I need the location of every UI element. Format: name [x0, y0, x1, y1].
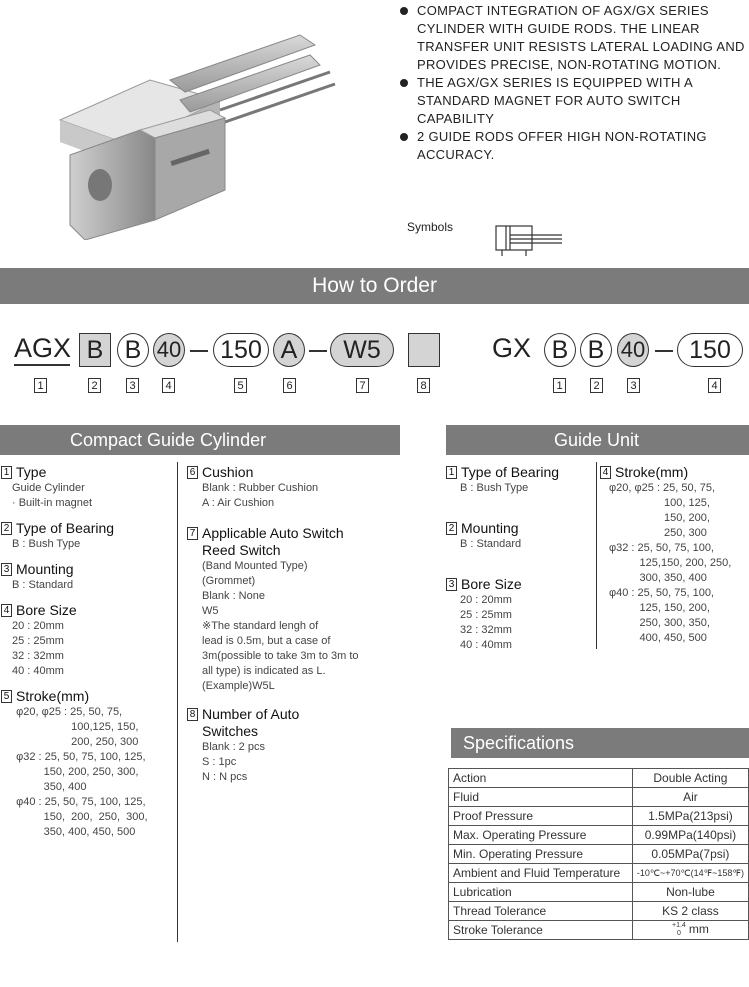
option-number: 3 [1, 563, 12, 576]
agx-num: 5 [234, 378, 247, 393]
option-line: B : Standard [460, 538, 522, 550]
feature-bullet: THE AGX/GX SERIES IS EQUIPPED WITH A STANDARD MAGNET FOR AUTO SWITCH CAPABILITY [398, 74, 748, 128]
specifications-table [448, 768, 749, 940]
feature-bullet: COMPACT INTEGRATION OF AGX/GX SERIES CYLINDER WITH GUIDE RODS. THE LINEAR TRANSFER UNIT RESISTS LATERAL LOADING AND PROVIDES PRECISE, NON-ROTATING MOTION. [398, 2, 748, 74]
option-stroke [1, 688, 171, 840]
option-line: · Built-in magnet [12, 497, 93, 509]
option-title: Stroke(mm) [615, 464, 689, 480]
option-line: Guide Cylinder [12, 482, 85, 494]
option-line: 250, 300 [609, 527, 707, 539]
column-divider [177, 462, 178, 942]
option-bearing [1, 520, 171, 552]
spec-label: Max. Operating Pressure [449, 826, 633, 845]
option-line: φ20, φ25 : 25, 50, 75, [609, 482, 716, 494]
agx-num: 7 [356, 378, 369, 393]
option-line: 150, 200, [609, 512, 710, 524]
option-title: Bore Size [461, 576, 522, 592]
option-line: φ40 : 25, 50, 75, 100, [609, 587, 714, 599]
option-number: 1 [446, 466, 457, 479]
spec-value: 1.5MPa(213psi) [632, 807, 748, 826]
symbols-label: Symbols [407, 220, 454, 234]
spec-label: Thread Tolerance [449, 902, 633, 921]
option-number: 6 [187, 466, 198, 479]
bullet-dot-icon [400, 7, 408, 15]
option-line: 350, 400, 450, 500 [10, 826, 136, 838]
option-line: 40 : 40mm [12, 665, 64, 677]
spec-row [449, 826, 749, 845]
option-line: φ32 : 25, 50, 75, 100, 125, [10, 751, 146, 763]
option-bore [1, 602, 171, 679]
guide-unit-header: Guide Unit [446, 425, 749, 455]
option-line: 32 : 32mm [12, 650, 64, 662]
option-line: 100,125, 150, [10, 721, 139, 733]
gx-num: 3 [627, 378, 640, 393]
option-number: 7 [187, 527, 198, 540]
agx-part-mounting: 40 [153, 333, 185, 367]
option-number: 4 [600, 466, 611, 479]
spec-value: Air [632, 788, 748, 807]
option-cushion [187, 464, 362, 511]
specifications-header: Specifications [451, 728, 749, 758]
agx-prefix: AGX [14, 333, 72, 363]
option-number: 4 [1, 604, 12, 617]
bullet-dot-icon [400, 133, 408, 141]
option-line: W5 [202, 605, 219, 617]
agx-part-cushion: A [273, 333, 305, 367]
option-title: Type [16, 464, 47, 480]
option-title: Stroke(mm) [16, 688, 90, 704]
option-line: 150, 200, 250, 300, [10, 766, 139, 778]
spec-value: KS 2 class [632, 902, 748, 921]
option-number: 2 [446, 522, 457, 535]
agx-part-type: B [79, 333, 111, 367]
option-line: φ20, φ25 : 25, 50, 75, [10, 706, 123, 718]
gx-num: 1 [553, 378, 566, 393]
guide-options-col1 [446, 464, 594, 653]
option-title: Applicable Auto Switch [202, 525, 344, 541]
option-number: 3 [446, 578, 457, 591]
option-title: Number of Auto [202, 706, 300, 722]
how-to-order-banner: How to Order [0, 268, 749, 304]
spec-value: 0.05MPa(7psi) [632, 845, 748, 864]
option-line: 150, 200, 250, 300, [10, 811, 148, 823]
option-line: 25 : 25mm [12, 635, 64, 647]
spec-value: -10℃~+70℃(14℉~158℉) [632, 864, 748, 883]
spec-label: Lubrication [449, 883, 633, 902]
spec-row [449, 902, 749, 921]
dash [655, 350, 673, 352]
compact-options-col1 [1, 464, 171, 840]
spec-value-stroke-tolerance [632, 921, 748, 940]
option-line: 40 : 40mm [460, 639, 512, 651]
agx-num: 6 [283, 378, 296, 393]
option-line: 125,150, 200, 250, [609, 557, 732, 569]
agx-num: 4 [162, 378, 175, 393]
guide-option-bearing [446, 464, 594, 496]
spec-row [449, 807, 749, 826]
option-line: ※The standard lengh of [202, 620, 319, 632]
spec-value: Double Acting [632, 769, 748, 788]
guide-option-bore [446, 576, 594, 653]
option-line: A : Air Cushion [202, 497, 275, 509]
agx-num: 2 [88, 378, 101, 393]
gx-part-mounting: B [580, 333, 612, 367]
option-mounting [1, 561, 171, 593]
spec-value: Non-lube [632, 883, 748, 902]
tolerance-plus: +1.4 [672, 922, 686, 929]
guide-options-col2 [600, 464, 749, 646]
option-switch-count [187, 706, 362, 785]
feature-bullets [398, 2, 748, 164]
option-line: 300, 350, 400 [609, 572, 707, 584]
option-line: Blank : 2 pcs [202, 741, 265, 753]
tolerance-unit: mm [688, 922, 709, 937]
option-number: 1 [1, 466, 12, 479]
option-line: 400, 450, 500 [609, 632, 707, 644]
gx-num: 2 [590, 378, 603, 393]
bullet-dot-icon [400, 79, 408, 87]
gx-part-stroke: 150 [677, 333, 743, 367]
option-title: Cushion [202, 464, 254, 480]
option-title: Mounting [461, 520, 519, 536]
option-subtitle: Switches [202, 723, 259, 739]
spec-row [449, 921, 749, 940]
option-line: 125, 150, 200, [609, 602, 710, 614]
option-line: 32 : 32mm [460, 624, 512, 636]
option-line: 20 : 20mm [460, 594, 512, 606]
guide-option-stroke [600, 464, 749, 646]
feature-bullet: 2 GUIDE RODS OFFER HIGH NON-ROTATING ACCURACY. [398, 128, 748, 164]
option-line: all type) is indicated as L. [202, 665, 326, 677]
gx-part-bore: 40 [617, 333, 649, 367]
option-title: Type of Bearing [461, 464, 560, 480]
option-line: 200, 250, 300 [10, 736, 139, 748]
option-line: B : Standard [12, 579, 74, 591]
option-line: B : Bush Type [460, 482, 529, 494]
agx-underline [14, 364, 70, 366]
product-photo [30, 20, 350, 240]
spec-row [449, 883, 749, 902]
dash [190, 350, 208, 352]
gx-prefix: GX [492, 333, 532, 363]
gx-part-bearing: B [544, 333, 576, 367]
agx-num: 1 [34, 378, 47, 393]
option-number: 8 [187, 708, 198, 721]
agx-part-switch-count [408, 333, 440, 367]
gx-num: 4 [708, 378, 721, 393]
agx-num: 3 [126, 378, 139, 393]
spec-row [449, 864, 749, 883]
option-line: φ32 : 25, 50, 75, 100, [609, 542, 714, 554]
spec-row [449, 769, 749, 788]
option-line: 3m(possible to take 3m to 3m to [202, 650, 359, 662]
option-auto-switch [187, 525, 362, 694]
agx-part-switch: W5 [330, 333, 394, 367]
option-line: 100, 125, [609, 497, 710, 509]
option-line: (Grommet) [202, 575, 256, 587]
spec-row [449, 845, 749, 864]
spec-label: Action [449, 769, 633, 788]
agx-num: 8 [417, 378, 430, 393]
spec-value: 0.99MPa(140psi) [632, 826, 748, 845]
spec-label: Min. Operating Pressure [449, 845, 633, 864]
spec-label: Ambient and Fluid Temperature [449, 864, 633, 883]
compact-guide-cylinder-header: Compact Guide Cylinder [0, 425, 400, 455]
option-line: 350, 400 [10, 781, 87, 793]
option-subtitle: Reed Switch [202, 542, 281, 558]
option-title: Type of Bearing [16, 520, 115, 536]
guide-option-mounting [446, 520, 594, 552]
spec-row [449, 788, 749, 807]
cylinder-symbol-icon [488, 222, 568, 258]
option-line: (Band Mounted Type) [202, 560, 308, 572]
option-line: 25 : 25mm [460, 609, 512, 621]
option-line: Blank : Rubber Cushion [202, 482, 319, 494]
option-line: lead is 0.5m, but a case of [202, 635, 331, 647]
option-line: (Example)W5L [202, 680, 275, 692]
option-line: Blank : None [202, 590, 265, 602]
compact-options-col2 [187, 464, 362, 785]
option-line: N : N pcs [202, 771, 248, 783]
option-line: φ40 : 25, 50, 75, 100, 125, [10, 796, 146, 808]
option-line: B : Bush Type [12, 538, 81, 550]
agx-part-bearing: B [117, 333, 149, 367]
spec-label: Fluid [449, 788, 633, 807]
option-title: Bore Size [16, 602, 77, 618]
option-line: 250, 300, 350, [609, 617, 710, 629]
option-number: 5 [1, 690, 12, 703]
option-line: S : 1pc [202, 756, 237, 768]
option-type [1, 464, 171, 511]
option-number: 2 [1, 522, 12, 535]
dash [309, 350, 327, 352]
spec-label: Proof Pressure [449, 807, 633, 826]
tolerance-minus: 0 [676, 930, 681, 937]
option-title: Mounting [16, 561, 74, 577]
option-line: 20 : 20mm [12, 620, 64, 632]
spec-label: Stroke Tolerance [449, 921, 633, 940]
column-divider [596, 462, 597, 649]
agx-part-stroke: 150 [213, 333, 269, 367]
